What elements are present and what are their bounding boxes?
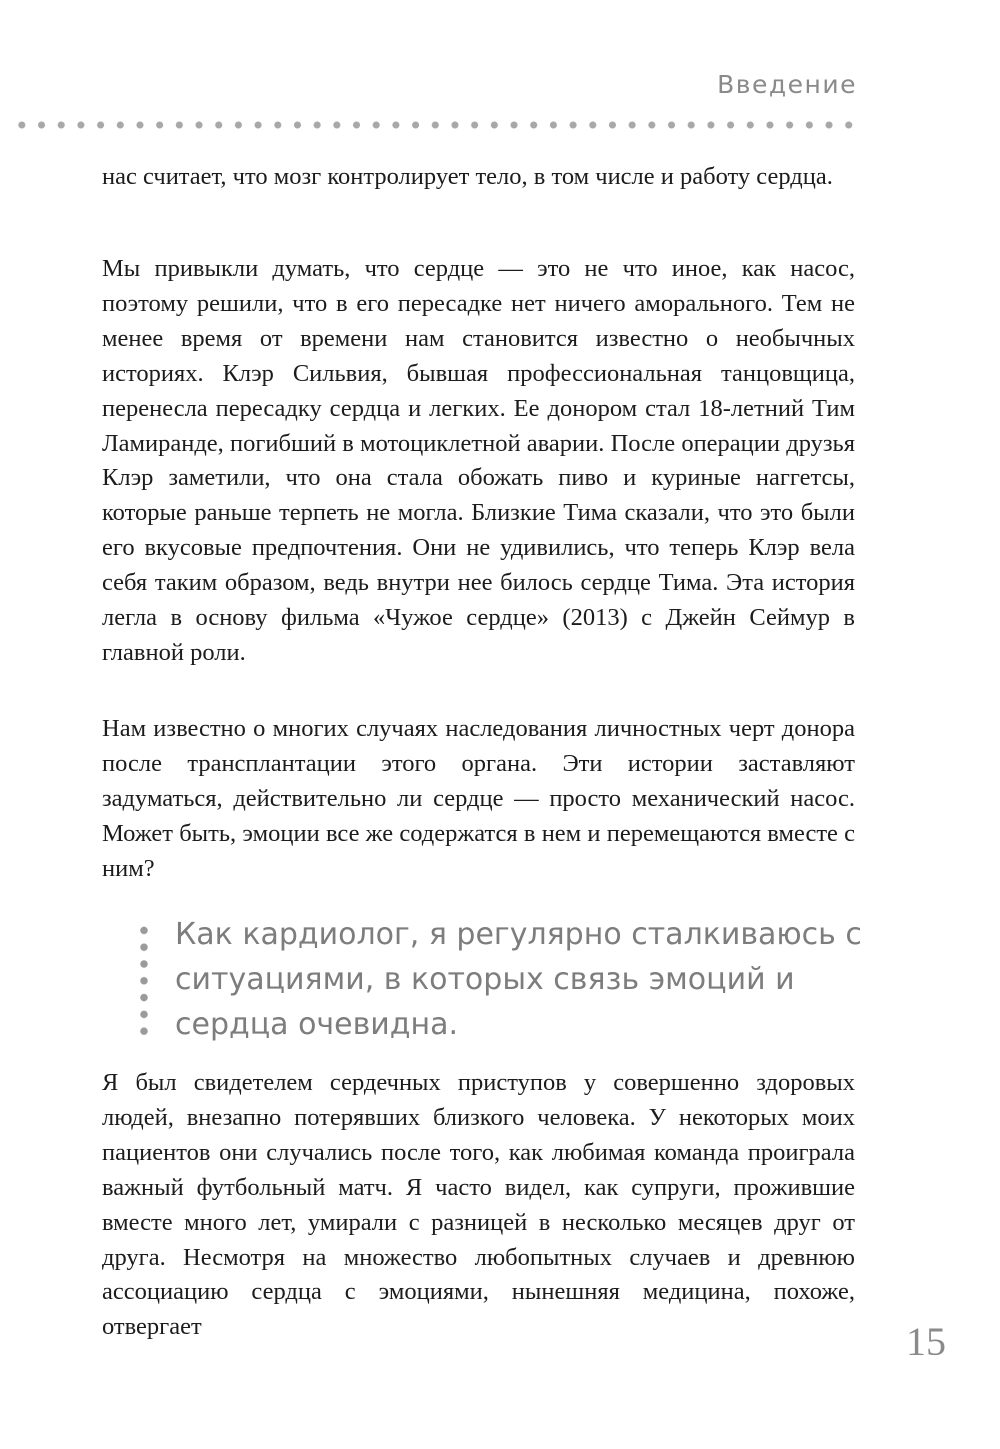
paragraph-4: Я был свидетелем сердечных приступов у совершенно здоровых людей, внезапно потерявших близкого человека. У некоторых моих пациентов они случались после того, как любимая команда проиграла важный футбольный матч. Я часто видел, как супруги, прожившие вместе много лет, умирали с разницей в несколько месяцев друг от друга. Несмотря на множество любопытных случаев и древнюю ассоциацию сердца с эмоциями, нынешняя медицина, похоже, отвергает — [102, 1069, 855, 1341]
dotted-divider — [12, 121, 860, 129]
pullquote-dots — [138, 922, 150, 1040]
pullquote: Как кардиолог, я регулярно сталкиваюсь с ситуациями, в которых связь эмоций и сердца очевидна. — [175, 917, 862, 1042]
paragraph-3: Нам известно о многих случаях наследования личностных черт донора после трансплантации этого органа. Эти истории заставляют задуматься, действительно ли сердце — просто механический насос. Может быть, эмоции все же содержатся в нем и перемещаются вместе с ним? — [102, 715, 855, 882]
page-number: 15 — [906, 1319, 946, 1364]
paragraph-2: Мы привыкли думать, что сердце — это не что иное, как насос, поэтому решили, что в его пересадке нет ничего аморального. Тем не менее время от времени нам становится известно о необычных историях. Клэр Сильвия, бывшая профессиональная танцовщица, перенесла пересадку сердца и легких. Ее донором стал 18-летний Тим Ламиранде, погибший в мотоциклетной аварии. После операции друзья Клэр заметили, что она стала обожать пиво и куриные наггетсы, которые раньше терпеть не могла. Близкие Тима сказали, что это были его вкусовые предпочтения. Они не удивились, что теперь Клэр вела себя таким образом, ведь внутри нее билось сердце Тима. Эта история легла в основу фильма «Чужое сердце» (2013) с Джейн Сеймур в главной роли. — [102, 255, 855, 666]
paragraph-1: нас считает, что мозг контролирует тело, в том числе и работу сердца. — [102, 163, 833, 190]
running-header: Введение — [717, 70, 857, 99]
